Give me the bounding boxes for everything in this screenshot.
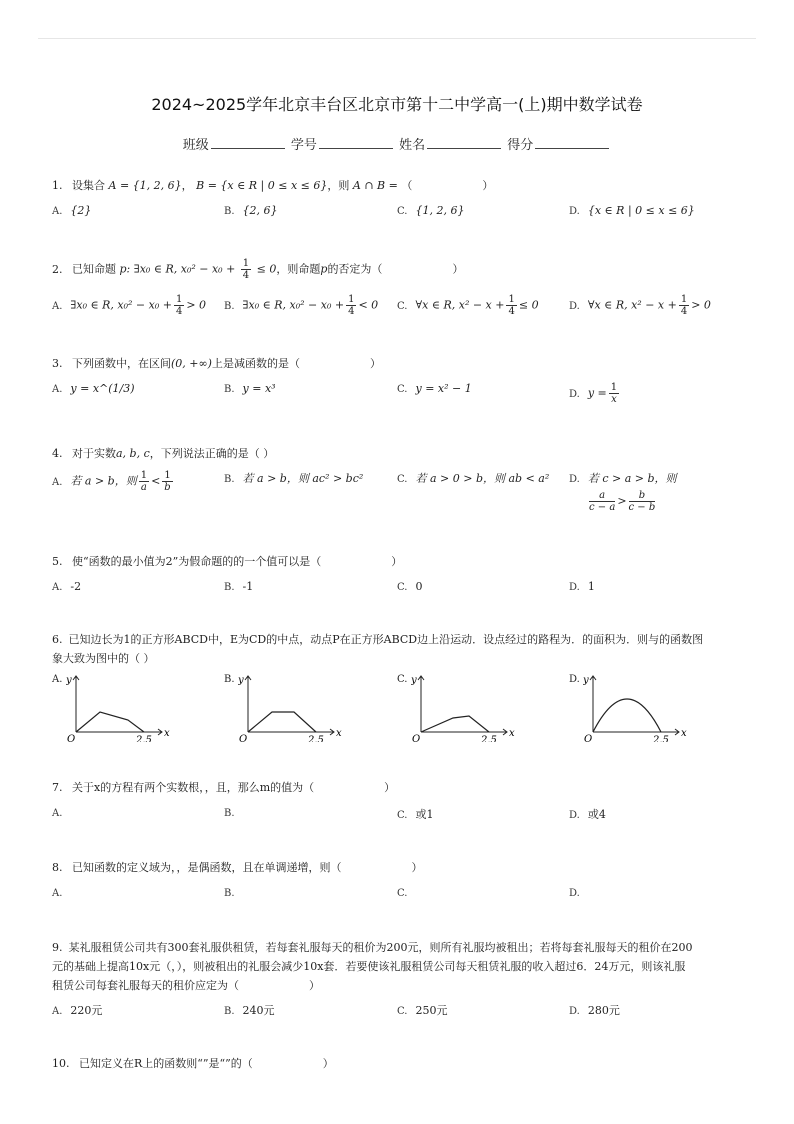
option-label: B.	[224, 384, 235, 395]
question-number: 6.	[52, 633, 63, 646]
option-label: B.	[224, 674, 235, 685]
question-8	[52, 858, 754, 877]
option-c[interactable]	[397, 470, 549, 486]
option-b[interactable]	[224, 470, 363, 486]
option-text: y =	[587, 386, 607, 400]
denominator: x	[611, 394, 617, 405]
fraction	[679, 294, 689, 317]
fraction	[609, 382, 619, 405]
option-text: 若 a > b，则	[70, 474, 137, 488]
option-text: {2}	[70, 204, 92, 217]
option-a[interactable]	[52, 470, 175, 493]
option-label: B.	[224, 1006, 235, 1017]
question-text: 已知定义在R上的函数则“”是“”的（	[79, 1057, 253, 1070]
question-text: 某礼服租赁公司共有300套礼服供租赁，若每套礼服每天的租价为200元，则所有礼服均被租出；若将每套礼服每天的租价在200	[68, 941, 693, 954]
relation: <	[151, 474, 161, 488]
numerator: 1	[610, 382, 618, 393]
question-text: ）	[309, 979, 320, 992]
numerator: 1	[140, 470, 148, 481]
option-label: B.	[224, 808, 235, 819]
function-curve	[593, 699, 661, 732]
option-text: ∀x ∈ R, x² − x +	[587, 298, 677, 312]
option-text: 若 c > a > b，则	[587, 472, 677, 485]
option-label: B.	[224, 474, 235, 485]
tick-label: 2.5	[136, 735, 152, 742]
denominator: 4	[242, 270, 250, 281]
question-text: 已知函数的定义域为，，是偶函数，且在单调递增，则（	[72, 861, 342, 874]
question-10	[52, 1054, 754, 1073]
question-text: 已知边长为1的正方形ABCD中，E为CD的中点，动点P在正方形ABCD边上沿运动．设点经过的路程为．的面积为．则与的函数图	[68, 633, 704, 646]
question-7	[52, 778, 754, 797]
option-label: B.	[224, 582, 235, 593]
option-b[interactable]	[224, 580, 253, 593]
fraction	[589, 490, 615, 513]
option-label: C.	[397, 810, 408, 821]
option-a[interactable]	[52, 580, 81, 593]
options-8	[52, 886, 754, 910]
option-label: D.	[569, 300, 580, 312]
x-axis-label: x	[509, 728, 515, 739]
question-3	[52, 354, 754, 373]
option-a[interactable]	[52, 294, 206, 317]
option-b[interactable]	[224, 382, 276, 395]
fraction	[139, 470, 149, 493]
fraction	[241, 258, 251, 281]
option-b[interactable]	[224, 806, 243, 819]
origin-label: O	[412, 734, 421, 742]
score-label: 得分	[507, 138, 534, 153]
option-text: < 0	[358, 298, 379, 312]
x-axis-label: x	[336, 728, 342, 739]
name-blank[interactable]	[427, 136, 501, 149]
option-text: > 0	[186, 298, 207, 312]
function-curve	[248, 712, 316, 732]
option-d[interactable]	[569, 1002, 620, 1018]
relation: >	[617, 494, 627, 508]
denominator: b	[164, 482, 171, 493]
options-9	[52, 1002, 754, 1026]
option-a[interactable]	[52, 806, 70, 819]
question-2	[52, 258, 754, 281]
x-axis-label: x	[164, 728, 170, 739]
question-text: ，则	[327, 179, 350, 192]
graph-options-6	[52, 672, 754, 744]
options-3	[52, 382, 754, 406]
option-text: ∃x₀ ∈ R, x₀² − x₀ +	[242, 298, 345, 312]
option-label: A.	[52, 888, 63, 899]
math-expr: (0, +∞)	[171, 357, 212, 370]
question-text: 象大致为图中的（ ）	[52, 652, 155, 665]
numerator: 1	[164, 470, 171, 481]
function-curve	[421, 716, 489, 732]
question-9	[52, 938, 754, 995]
option-b[interactable]	[224, 1002, 275, 1018]
fraction	[162, 470, 172, 493]
fraction	[346, 294, 356, 317]
x-axis-label: x	[681, 728, 687, 739]
question-number: 3.	[52, 357, 63, 370]
question-number: 5.	[52, 555, 63, 568]
question-text: ）	[322, 1057, 334, 1070]
option-text: 250元	[415, 1004, 448, 1017]
question-number: 8.	[52, 861, 63, 874]
question-text: ）	[391, 555, 403, 568]
option-text: -1	[242, 580, 254, 593]
tick-label: 2.5	[653, 735, 669, 742]
option-b[interactable]	[224, 886, 243, 899]
id-blank[interactable]	[319, 136, 393, 149]
question-text: ）	[384, 781, 396, 794]
fraction	[629, 490, 656, 513]
numerator: 1	[348, 294, 355, 305]
option-text: {x ∈ R | 0 ≤ x ≤ 6}	[587, 204, 695, 217]
option-d-fractions	[587, 490, 677, 513]
option-text: 280元	[587, 1004, 620, 1017]
option-text: {2, 6}	[242, 204, 278, 217]
option-label: A.	[52, 476, 63, 488]
option-a[interactable]	[52, 1002, 102, 1018]
y-axis-label: y	[238, 675, 244, 686]
question-text: ）	[482, 179, 494, 192]
numerator: 1	[680, 294, 688, 305]
option-text: > 0	[691, 298, 711, 312]
option-text: 0	[415, 580, 423, 593]
question-number: 4.	[52, 447, 63, 460]
option-label: C.	[397, 474, 408, 485]
function-curve	[76, 712, 144, 732]
question-text: ）	[411, 861, 423, 874]
question-text: 元的基础上提高10x元（，），则被租出的礼服会减少10x套．若要使该礼服租赁公司每天租赁礼服的收入超过6．24万元，则该礼服	[52, 960, 686, 973]
option-text: 220元	[70, 1004, 103, 1017]
denominator: a	[140, 482, 147, 493]
numerator: 1	[242, 258, 250, 269]
option-text: ∀x ∈ R, x² − x +	[415, 298, 505, 312]
option-label: D.	[569, 206, 580, 217]
option-text: 或1	[415, 808, 434, 821]
option-label: A.	[52, 808, 63, 819]
option-d[interactable]	[569, 806, 606, 822]
function-graph	[411, 672, 521, 742]
question-text: ，则命题	[276, 262, 321, 276]
math-expr: a, b, c	[116, 447, 150, 460]
fraction	[506, 294, 516, 317]
option-text: {1, 2, 6}	[415, 204, 465, 217]
denominator: 4	[348, 306, 355, 317]
question-text: 上是减函数的是（	[211, 357, 300, 370]
question-text: 设集合	[72, 179, 105, 192]
option-c[interactable]	[397, 204, 464, 217]
denominator: 4	[175, 306, 183, 317]
option-text: ∃x₀ ∈ R, x₀² − x₀ +	[70, 298, 172, 312]
option-label: A.	[52, 300, 63, 312]
page-title: 2024~2025学年北京丰台区北京市第十二中学高一(上)期中数学试卷	[151, 95, 643, 114]
option-label: C.	[397, 300, 408, 312]
question-text: ）	[369, 357, 381, 370]
option-text: 1	[587, 580, 595, 593]
header-rule	[38, 38, 756, 39]
option-label: A.	[52, 674, 63, 685]
option-label: A.	[52, 206, 63, 217]
question-number: 1.	[52, 179, 63, 192]
option-label: B.	[224, 888, 235, 899]
denominator: 4	[508, 306, 515, 317]
option-a[interactable]	[52, 204, 91, 217]
question-text: ）	[452, 262, 464, 276]
option-text: 若 a > b，则 ac² > bc²	[242, 472, 364, 485]
class-blank[interactable]	[211, 136, 285, 149]
math-expr: A = {1, 2, 6}	[108, 179, 182, 192]
question-text: 对于实数	[72, 447, 116, 460]
option-label: D.	[569, 582, 580, 593]
option-b[interactable]	[224, 204, 278, 217]
function-graph	[66, 672, 176, 742]
question-number: 7.	[52, 781, 63, 794]
option-text: y = x² − 1	[415, 382, 472, 395]
function-graph	[238, 672, 348, 742]
option-label: D.	[569, 388, 580, 400]
option-text: -2	[70, 580, 82, 593]
math-expr: p: ∃x₀ ∈ R, x₀² − x₀ +	[119, 262, 236, 276]
option-d[interactable]	[569, 382, 621, 405]
question-5	[52, 552, 754, 571]
function-graph	[583, 672, 693, 742]
option-label: C.	[397, 674, 408, 685]
option-label: C.	[397, 888, 408, 899]
option-c[interactable]	[397, 294, 539, 317]
question-text: 使“函数的最小值为2”为假命题的的一个值可以是（	[72, 555, 322, 568]
option-label: D.	[569, 888, 580, 899]
question-number: 2.	[52, 262, 63, 276]
option-label: A.	[52, 582, 63, 593]
tick-label: 2.5	[481, 735, 497, 742]
question-4	[52, 444, 754, 463]
option-c[interactable]	[397, 382, 472, 395]
option-a[interactable]	[52, 886, 70, 899]
option-c[interactable]	[397, 1002, 447, 1018]
options-4	[52, 470, 754, 520]
question-text: 的否定为（	[327, 262, 383, 276]
option-a[interactable]	[52, 382, 135, 395]
y-axis-label: y	[583, 675, 589, 686]
option-c[interactable]	[397, 580, 422, 593]
origin-label: O	[239, 734, 248, 742]
origin-label: O	[584, 734, 593, 742]
tick-label: 2.5	[308, 735, 324, 742]
y-axis-label: y	[66, 675, 72, 686]
option-text: 或4	[587, 808, 606, 821]
question-number: 9.	[52, 941, 63, 954]
question-text: 关于x的方程有两个实数根，，且，那么m的值为（	[72, 781, 315, 794]
option-d[interactable]	[569, 470, 677, 513]
option-label: D.	[569, 1006, 580, 1017]
id-label: 学号	[290, 138, 317, 153]
option-label: C.	[397, 206, 408, 217]
option-c[interactable]	[397, 886, 415, 899]
numerator: 1	[175, 294, 183, 305]
class-label: 班级	[182, 138, 209, 153]
option-label: B.	[224, 206, 235, 217]
question-6	[52, 630, 754, 668]
option-label: C.	[397, 1006, 408, 1017]
option-d[interactable]	[569, 294, 711, 317]
options-7	[52, 806, 754, 830]
origin-label: O	[67, 734, 76, 742]
option-label: A.	[52, 384, 63, 395]
option-label: D.	[569, 474, 580, 485]
option-d[interactable]	[569, 204, 695, 217]
options-5	[52, 580, 754, 604]
numerator: a	[589, 490, 615, 502]
denominator: c − b	[628, 502, 656, 513]
score-blank[interactable]	[535, 136, 609, 149]
question-text: ，	[181, 179, 193, 192]
option-label: A.	[52, 1006, 63, 1017]
math-expr: A ∩ B =	[352, 179, 398, 192]
option-text: ≤ 0	[518, 298, 539, 312]
fraction	[174, 294, 184, 317]
options-1	[52, 204, 754, 228]
math-expr: p	[320, 262, 328, 276]
question-text: 租赁公司每套礼服每天的租价应定为（	[52, 979, 239, 992]
question-text: （	[401, 179, 413, 192]
question-text: 已知命题	[72, 262, 116, 276]
option-d[interactable]	[569, 580, 595, 593]
option-b[interactable]	[224, 294, 378, 317]
option-label: C.	[397, 384, 408, 395]
math-expr: B = {x ∈ R | 0 ≤ x ≤ 6}	[196, 179, 328, 192]
option-label: D.	[569, 810, 580, 821]
denominator: 4	[680, 306, 688, 317]
denominator: c − a	[589, 502, 616, 513]
question-text: 下列函数中，在区间	[72, 357, 171, 370]
option-label: C.	[397, 582, 408, 593]
student-info-line	[0, 134, 794, 153]
name-label: 姓名	[399, 138, 426, 153]
option-c[interactable]	[397, 806, 433, 822]
option-text: y = x³	[242, 382, 276, 395]
option-label: D.	[569, 674, 580, 685]
numerator: 1	[508, 294, 515, 305]
question-number: 10.	[52, 1057, 70, 1070]
numerator: b	[629, 490, 656, 502]
y-axis-label: y	[411, 675, 417, 686]
question-text: ，下列说法正确的是（ ）	[149, 447, 275, 460]
question-1	[52, 176, 754, 195]
options-2	[52, 294, 754, 318]
option-label: B.	[224, 300, 235, 312]
option-text: 若 a > 0 > b，则 ab < a²	[415, 472, 550, 485]
option-text: y = x^(1/3)	[70, 382, 135, 395]
option-text: 240元	[242, 1004, 275, 1017]
option-d[interactable]	[569, 886, 588, 899]
math-expr: ≤ 0	[256, 262, 277, 276]
